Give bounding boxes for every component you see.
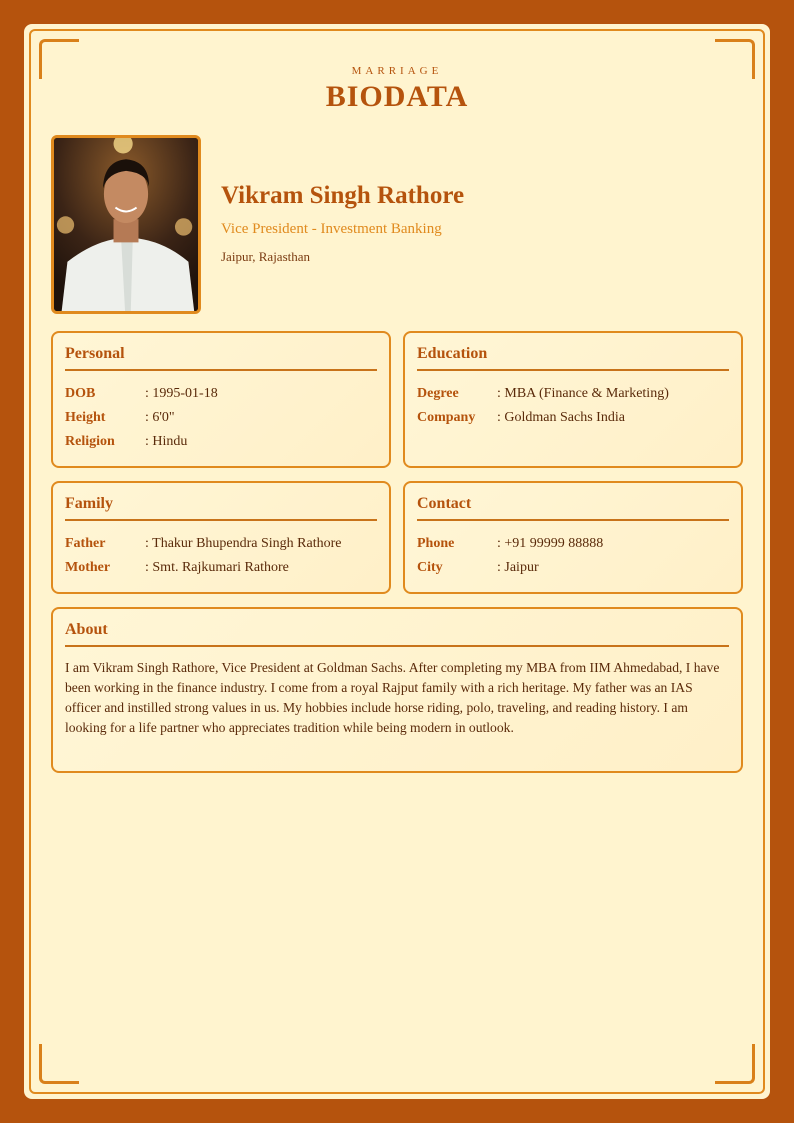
row-value: : +91 99999 88888: [497, 536, 604, 551]
row-value: : 6'0": [145, 410, 175, 425]
education-card: [403, 331, 743, 468]
row-value: : MBA (Finance & Marketing): [497, 386, 669, 401]
row-label: DOB: [65, 386, 96, 401]
education-heading: Education: [417, 345, 729, 371]
corner-ornament-bottom-left: [39, 1044, 79, 1084]
info-row: [65, 406, 377, 430]
family-card: [51, 481, 391, 594]
row-label: Phone: [417, 536, 455, 551]
page-title: BIODATA: [325, 80, 469, 113]
contact-card: [403, 481, 743, 594]
about-text: I am Vikram Singh Rathore, Vice President at Goldman Sachs. After completing my MBA from IIM Ahmedabad, I have been working in the finance industry. I come from a royal Rajput family with a rich heritage. My father was an IAS officer and instilled strong values in us. My hobbies include horse riding, polo, traveling, and reading history. I am looking for a life partner who appreciates tradition while being modern in outlook.: [65, 660, 720, 735]
row-value: : Thakur Bhupendra Singh Rathore: [145, 536, 342, 551]
family-heading: Family: [65, 495, 377, 521]
about-card: [51, 607, 743, 773]
row-value: : Goldman Sachs India: [497, 410, 625, 425]
row-value: : Hindu: [145, 434, 188, 449]
contact-heading: Contact: [417, 495, 729, 521]
info-row: [417, 532, 729, 556]
about-heading: About: [65, 621, 729, 647]
personal-heading: Personal: [65, 345, 377, 371]
profile-name: Vikram Singh Rathore: [221, 182, 465, 209]
info-row: [65, 382, 377, 406]
row-label: Religion: [65, 434, 115, 449]
row-label: City: [417, 560, 443, 575]
row-label: Height: [65, 410, 106, 425]
profile-role: Vice President - Investment Banking: [221, 221, 442, 237]
corner-ornament-bottom-right: [715, 1044, 755, 1084]
row-label: Degree: [417, 386, 459, 401]
profile-photo: [51, 135, 201, 314]
info-row: [65, 532, 377, 556]
row-label: Mother: [65, 560, 111, 575]
profile-location: Jaipur, Rajasthan: [221, 249, 311, 264]
info-row: [417, 382, 729, 406]
personal-card: [51, 331, 391, 468]
info-row: [417, 556, 729, 580]
header-kicker: MARRIAGE: [351, 65, 443, 77]
info-row: [65, 556, 377, 580]
info-row: [65, 430, 377, 454]
row-value: : 1995-01-18: [145, 386, 218, 401]
row-value: : Jaipur: [497, 560, 539, 575]
info-row: [417, 406, 729, 430]
row-label: Company: [417, 410, 476, 425]
row-value: : Smt. Rajkumari Rathore: [145, 560, 289, 575]
row-label: Father: [65, 536, 106, 551]
biodata-sheet: [24, 24, 770, 1099]
